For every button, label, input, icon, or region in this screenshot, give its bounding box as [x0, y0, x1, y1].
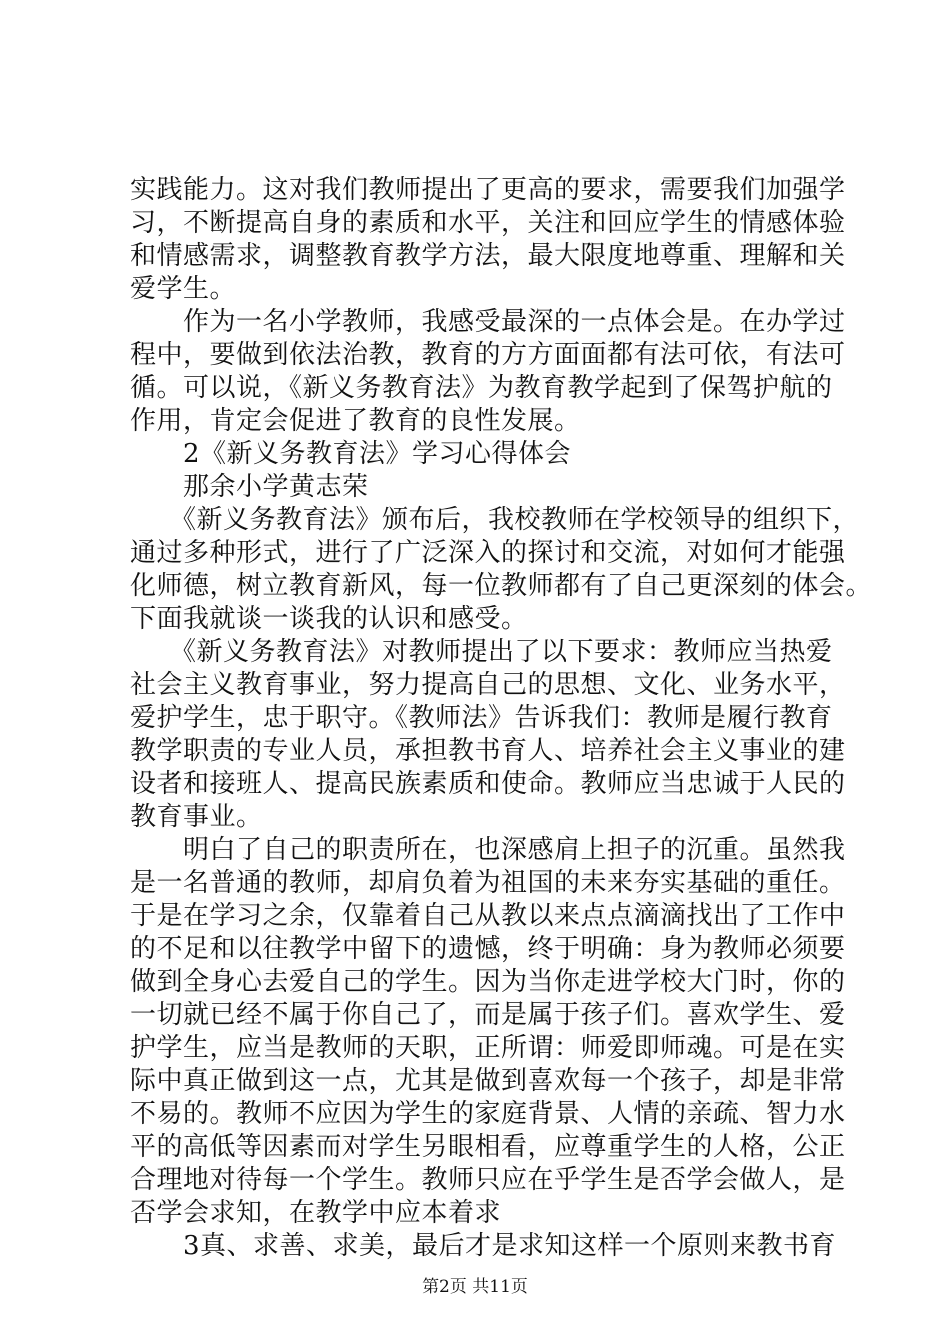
body-line: 做到全身心去爱自己的学生。因为当你走进学校大门时，你的 [130, 967, 846, 997]
body-line: 实践能力。这对我们教师提出了更高的要求，需要我们加强学 [130, 175, 846, 205]
body-line: 下面我就谈一谈我的认识和感受。 [130, 604, 528, 634]
author-line: 那余小学黄志荣 [130, 472, 369, 502]
body-line: 《新义务教育法》对教师提出了以下要求：教师应当热爱 [130, 637, 833, 667]
body-line: 设者和接班人、提高民族素质和使命。教师应当忠诚于人民的 [130, 769, 846, 799]
body-line: 和情感需求，调整教育教学方法，最大限度地尊重、理解和关 [130, 241, 846, 271]
body-line: 教学职责的专业人员，承担教书育人、培养社会主义事业的建 [130, 736, 846, 766]
body-line: 平的高低等因素而对学生另眼相看，应尊重学生的人格，公正 [130, 1132, 846, 1162]
body-line: 一切就已经不属于你自己了，而是属于孩子们。喜欢学生、爱 [130, 1000, 846, 1030]
page-footer: 第2页 共11页 [422, 1277, 528, 1297]
body-line: 际中真正做到这一点，尤其是做到喜欢每一个孩子，却是非常 [130, 1066, 846, 1096]
body-line: 不易的。教师不应因为学生的家庭背景、人情的亲疏、智力水 [130, 1099, 846, 1129]
body-line: 通过多种形式，进行了广泛深入的探讨和交流，对如何才能强 [130, 538, 846, 568]
body-line: 否学会求知，在教学中应本着求 [130, 1198, 502, 1228]
body-line: 的不足和以往教学中留下的遗憾，终于明确：身为教师必须要 [130, 934, 846, 964]
section-heading: 2《新义务教育法》学习心得体会 [130, 439, 572, 469]
body-line: 教育事业。 [130, 802, 263, 832]
body-line: 程中，要做到依法治教，教育的方方面面都有法可依，有法可 [130, 340, 846, 370]
body-line: 社会主义教育事业，努力提高自己的思想、文化、业务水平， [130, 670, 846, 700]
body-line: 循。可以说，《新义务教育法》为教育教学起到了保驾护航的 [130, 373, 833, 403]
body-line: 作为一名小学教师，我感受最深的一点体会是。在办学过 [130, 307, 846, 337]
body-line: 习，不断提高自身的素质和水平，关注和回应学生的情感体验 [130, 208, 846, 238]
body-line: 是一名普通的教师，却肩负着为祖国的未来夯实基础的重任。 [130, 868, 846, 898]
body-line: 爱护学生，忠于职守。《教师法》告诉我们：教师是履行教育 [130, 703, 833, 733]
body-line: 3真、求善、求美，最后才是求知这样一个原则来教书育 [130, 1231, 837, 1261]
body-line: 于是在学习之余，仅靠着自己从教以来点点滴滴找出了工作中 [130, 901, 846, 931]
body-line: 化师德，树立教育新风，每一位教师都有了自己更深刻的体会。 [130, 571, 873, 601]
body-line: 护学生，应当是教师的天职，正所谓：师爱即师魂。可是在实 [130, 1033, 846, 1063]
body-line: 爱学生。 [130, 274, 237, 304]
body-line: 作用，肯定会促进了教育的良性发展。 [130, 406, 581, 436]
body-line: 《新义务教育法》颁布后，我校教师在学校领导的组织下， [130, 505, 860, 535]
body-line: 合理地对待每一个学生。教师只应在乎学生是否学会做人，是 [130, 1165, 846, 1195]
body-line: 明白了自己的职责所在，也深感肩上担子的沉重。虽然我 [130, 835, 846, 865]
